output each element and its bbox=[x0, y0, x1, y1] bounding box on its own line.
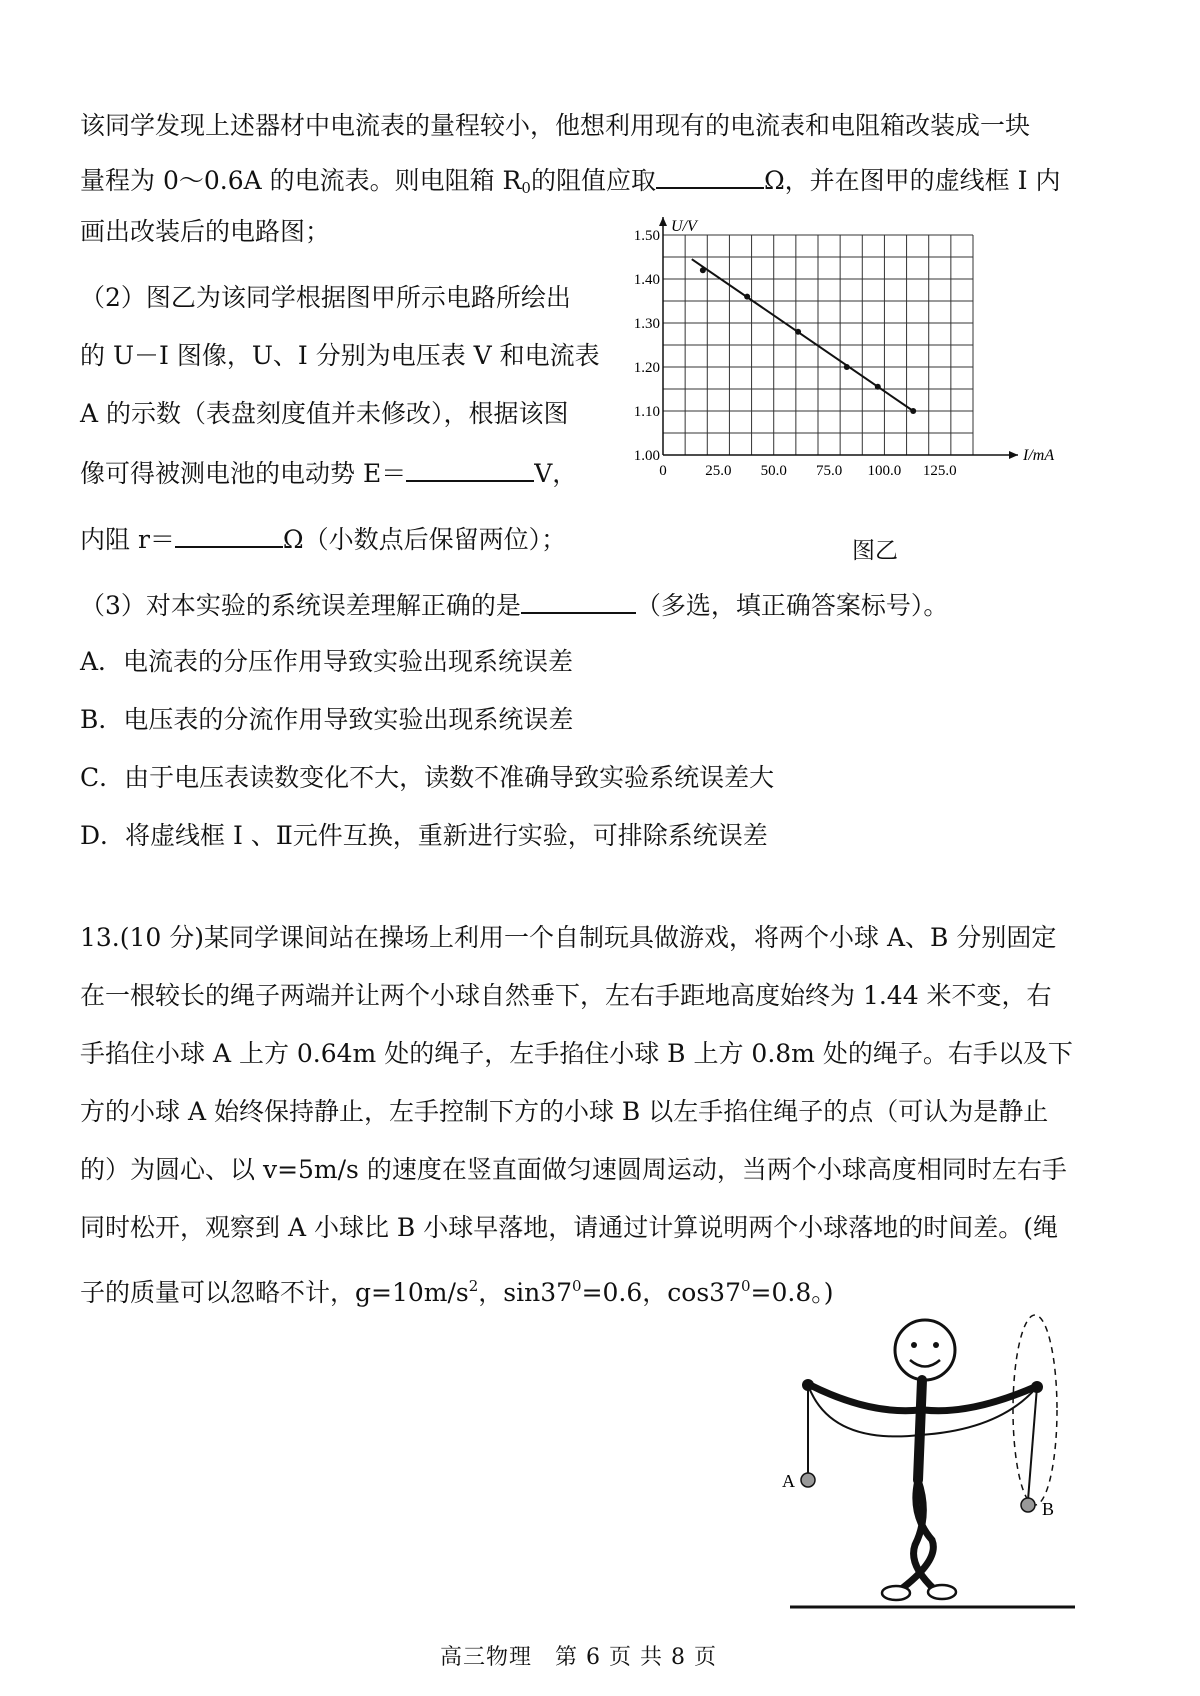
right-eye bbox=[933, 1342, 939, 1348]
y-tick-label: 1.20 bbox=[633, 360, 660, 376]
text-line: 画出改装后的电路图； bbox=[80, 217, 331, 246]
x-axis-arrow bbox=[1009, 451, 1018, 459]
y-tick-label: 1.30 bbox=[633, 316, 660, 332]
torso bbox=[918, 1380, 922, 1480]
right-arm bbox=[810, 1385, 920, 1411]
stick-figure-illustration bbox=[782, 1315, 1090, 1630]
text-line: （3）对本实验的系统误差理解正确的是 （多选，填正确答案标号）。 bbox=[80, 588, 948, 622]
y-tick-label: 1.50 bbox=[633, 228, 660, 244]
option-d: D．将虚线框 I 、Ⅱ元件互换，重新进行实验，可排除系统误差 bbox=[80, 821, 768, 850]
chart-axes bbox=[659, 217, 1018, 459]
text-line: 像可得被测电池的电动势 E＝ V， bbox=[80, 456, 577, 490]
page-footer: 高三物理 第 6 页 共 8 页 bbox=[440, 1645, 717, 1670]
chart-x-axis-label: I/mA bbox=[1023, 447, 1055, 464]
text-line: （2）图乙为该同学根据图甲所示电路所绘出 bbox=[80, 283, 571, 312]
x-tick-label: 50.0 bbox=[760, 463, 787, 479]
data-point bbox=[844, 364, 850, 370]
foot-1 bbox=[882, 1586, 910, 1600]
option-c: C．由于电压表读数变化不大，读数不准确导致实验系统误差大 bbox=[80, 763, 775, 792]
text-line: 同时松开，观察到 A 小球比 B 小球早落地，请通过计算说明两个小球落地的时间差。(绳 bbox=[80, 1213, 1058, 1242]
foot-2 bbox=[928, 1585, 956, 1599]
ball-b bbox=[1021, 1498, 1035, 1512]
answer-blank-r0[interactable] bbox=[656, 163, 764, 189]
text-line: 13.(10 分)某同学课间站在操场上利用一个自制玩具做游戏，将两个小球 A、B 分别固定 bbox=[80, 923, 1057, 952]
data-point bbox=[910, 408, 916, 414]
smile bbox=[910, 1360, 940, 1367]
x-tick-label: 0 bbox=[659, 463, 667, 479]
text-line: 该同学发现上述器材中电流表的量程较小，他想利用现有的电流表和电阻箱改装成一块 bbox=[80, 111, 1031, 140]
data-point bbox=[795, 329, 801, 335]
text-line: 的 U－I 图像，U、I 分别为电压表 V 和电流表 bbox=[80, 341, 600, 370]
left-eye bbox=[911, 1342, 917, 1348]
y-tick-label: 1.00 bbox=[633, 448, 660, 464]
option-a: A．电流表的分压作用导致实验出现系统误差 bbox=[80, 647, 574, 676]
text-line: 方的小球 A 始终保持静止，左手控制下方的小球 B 以左手掐住绳子的点（可认为是静止 bbox=[80, 1097, 1049, 1126]
data-point bbox=[875, 384, 881, 390]
chart-ticks bbox=[634, 228, 957, 479]
text-line: 内阻 r＝ Ω（小数点后保留两位）； bbox=[80, 522, 566, 556]
rope-to-ball-b bbox=[1028, 1387, 1037, 1500]
answer-blank-r[interactable] bbox=[175, 522, 283, 548]
text-line: 子的质量可以忽略不计，$g=10m/s^2$，$\sin 37^0=0.6$，$\cos 37^0=0.8$。) bbox=[80, 1277, 834, 1307]
u-i-chart bbox=[615, 218, 1095, 523]
answer-blank-q3[interactable] bbox=[521, 588, 636, 614]
y-axis-arrow bbox=[659, 217, 667, 226]
chart-caption: 图乙 bbox=[852, 538, 898, 564]
text-line: 量程为 0～0.6A 的电流表。则电阻箱 $R_0$的阻值应取 Ω，并在图甲的虚线框 I 内 bbox=[80, 163, 1060, 204]
ball-a-label: A bbox=[782, 1471, 795, 1491]
text-line: A 的示数（表盘刻度值并未修改），根据该图 bbox=[80, 399, 569, 428]
option-b: B．电压表的分流作用导致实验出现系统误差 bbox=[80, 705, 574, 734]
y-tick-label: 1.40 bbox=[633, 272, 660, 288]
ball-b-label: B bbox=[1042, 1499, 1055, 1519]
text-line: 手掐住小球 A 上方 0.64m 处的绳子，左手掐住小球 B 上方 0.8m 处的绳子。右手以及下 bbox=[80, 1039, 1073, 1068]
chart-y-axis-label: U/V bbox=[671, 218, 697, 235]
ball-a bbox=[801, 1473, 815, 1487]
text-line: 在一根较长的绳子两端并让两个小球自然垂下，左右手距地高度始终为 1.44 米不变，右 bbox=[80, 981, 1052, 1010]
head-shape bbox=[895, 1320, 955, 1380]
answer-blank-emf[interactable] bbox=[406, 456, 534, 482]
x-tick-label: 100.0 bbox=[867, 463, 902, 479]
y-tick-label: 1.10 bbox=[633, 404, 660, 420]
left-arm bbox=[924, 1387, 1035, 1411]
x-tick-label: 125.0 bbox=[922, 463, 957, 479]
text-line: 的）为圆心、以 v=5m/s 的速度在竖直面做匀速圆周运动，当两个小球高度相同时左右手 bbox=[80, 1155, 1067, 1184]
data-point bbox=[744, 294, 750, 300]
x-tick-label: 75.0 bbox=[815, 463, 843, 479]
data-point bbox=[700, 267, 706, 273]
x-tick-label: 25.0 bbox=[705, 463, 732, 479]
